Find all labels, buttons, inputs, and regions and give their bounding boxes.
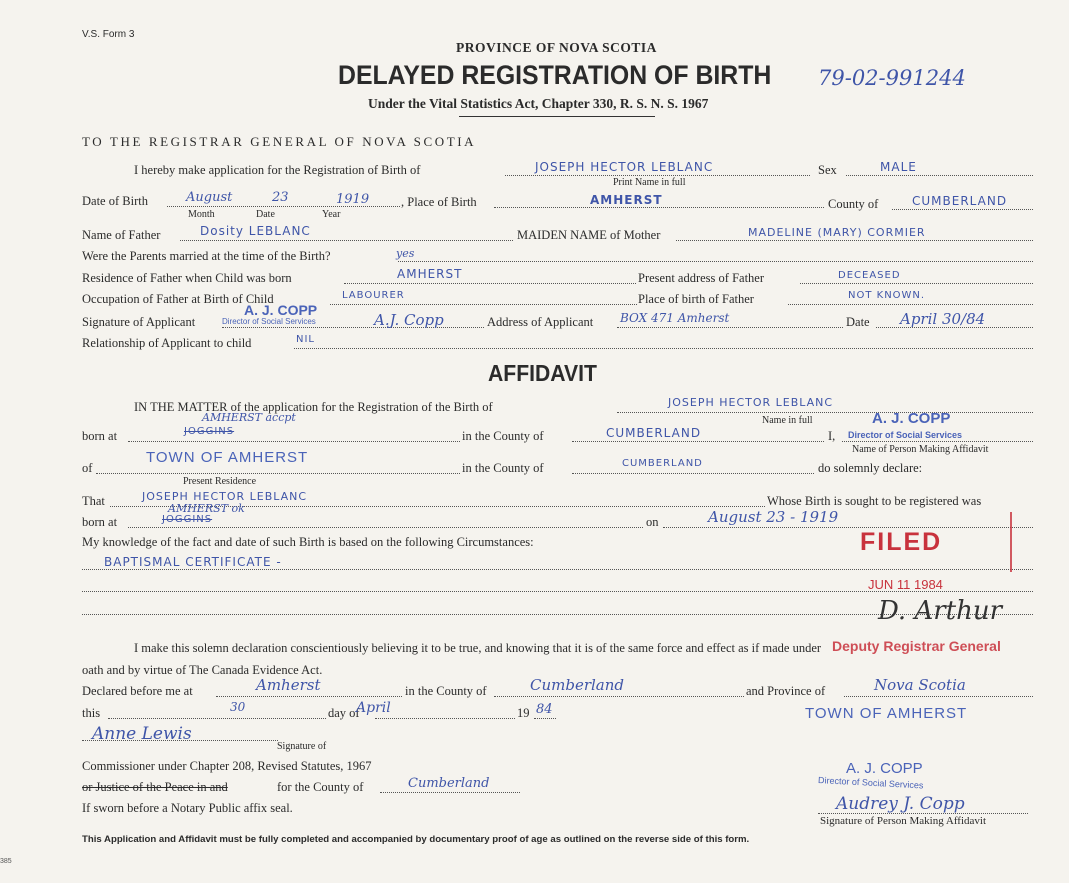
margin-number: 385 [0,858,12,865]
address-label: Address of Applicant [487,315,594,329]
circumstance-line-1 [82,569,1033,570]
father-label: Name of Father [82,228,161,242]
married-line [398,261,1033,262]
married-value: yes [396,247,415,260]
occupation-value: LABOURER [342,290,405,301]
town-stamp: TOWN OF AMHERST [805,705,968,722]
year-hint: Year [322,209,341,220]
date-value: April 30/84 [900,310,986,328]
address-line [617,327,843,328]
born-at-label: born at [82,429,118,443]
county-value-2: CUMBERLAND [606,426,702,440]
married-label: Were the Parents married at the time of the Birth? [82,249,331,263]
pobf-label: Place of birth of Father [638,292,754,306]
born-at-line [128,441,460,442]
applicant-stamp-title: Director of Social Services [222,317,316,326]
applicant-stamp-name: A. J. COPP [244,302,318,318]
province-heading: PROVINCE OF NOVA SCOTIA [456,40,657,55]
county-label-3: in the County of [462,461,544,475]
born-at-label-2: born at [82,515,118,529]
year-prefix: 19 [517,706,530,720]
on-date: August 23 - 1919 [708,508,839,526]
notary-label: If sworn before a Notary Public affix seal. [82,801,293,815]
born-at-line-2 [128,527,643,528]
born-at-correction: AMHERST accpt [202,411,296,424]
present-label: Present address of Father [638,271,765,285]
county-value-3: CUMBERLAND [622,458,703,469]
whose-label: Whose Birth is sought to be registered was [767,494,982,508]
province-line [844,696,1033,697]
pob-label: , Place of Birth [401,195,477,209]
title-rule [459,116,655,117]
declared-day: 30 [230,700,246,714]
county-line [892,209,1033,210]
born-at-struck: JOGGINS [184,426,235,437]
father-line [180,240,513,241]
matter-label: IN THE MATTER of the application for the Registration of the Birth of [134,400,493,414]
signature-label: Signature of Applicant [82,315,196,329]
county-label-4: in the County of [405,684,487,698]
pobf-value: NOT KNOWN. [848,290,926,301]
bottom-stamp-title: Director of Social Services [817,775,924,791]
relationship-value: NIL [296,334,316,345]
mother-value: MADELINE (MARY) CORMIER [748,226,926,239]
of-label: of [82,461,93,475]
signature-of-label: Signature of [277,741,327,752]
year-line [534,718,556,719]
relationship-label: Relationship of Applicant to child [82,336,252,350]
footer-note: This Application and Affidavit must be fully completed and accompanied by documentary proof of age as outlined on the reverse side of this form. [82,834,750,845]
commissioner-signature: Anne Lewis [92,724,192,744]
affidavit-child-name: JOSEPH HECTOR LEBLANC [668,396,834,409]
dob-day: 23 [272,190,289,205]
bottom-signature: Audrey J. Copp [836,794,965,814]
province-label: and Province of [746,684,826,698]
form-number: V.S. Form 3 [82,29,135,40]
justice-struck: or Justice of the Peace in and [82,780,228,794]
bottom-sig-line [818,813,1028,814]
commissioner-label: Commissioner under Chapter 208, Revised Statutes, 1967 [82,759,372,773]
declared-year: 84 [536,702,553,717]
affiant-stamp-name: A. J. COPP [872,410,951,427]
present-value: DECEASED [838,270,901,281]
for-county-line [380,792,520,793]
filed-stamp-bar [1010,512,1012,572]
relationship-line [294,348,1033,349]
date-label: Date [846,315,870,329]
pobf-line [788,304,1033,305]
residence-line [344,283,636,284]
applicant-signature: A.J. Copp [374,311,444,329]
sex-label: Sex [818,163,837,177]
county-line-2 [572,441,824,442]
name-hint: Name in full [762,415,813,426]
declared-label: Declared before me at [82,684,193,698]
day-line [108,718,326,719]
residence-hint: Present Residence [183,476,257,487]
solemn-line-2: oath and by virtue of The Canada Evidence Act. [82,663,323,677]
mother-label: MAIDEN NAME of Mother [517,228,661,242]
child-name: JOSEPH HECTOR LEBLANC [535,160,714,174]
day-of-label: day of [328,706,360,720]
occupation-label: Occupation of Father at Birth of Child [82,292,274,306]
affiant-stamp-title: Director of Social Services [848,430,963,440]
born-at-struck-2: JOGGINS [162,514,213,525]
subtitle: Under the Vital Statistics Act, Chapter 330, R. S. N. S. 1967 [368,96,709,111]
registrar-line: TO THE REGISTRAR GENERAL OF NOVA SCOTIA [82,134,477,149]
i-label: I, [828,429,836,443]
circumstance-value: BAPTISMAL CERTIFICATE - [104,555,282,569]
that-name: JOSEPH HECTOR LEBLANC [142,490,308,503]
dob-month: August [186,190,233,205]
county-value: CUMBERLAND [912,194,1008,208]
on-label: on [646,515,659,529]
mother-line [676,240,1033,241]
dob-year: 1919 [336,192,370,207]
present-line [800,283,1033,284]
dob-label: Date of Birth [82,194,148,208]
page-title: DELAYED REGISTRATION OF BIRTH [338,60,772,90]
bottom-stamp-name: A. J. COPP [846,760,923,777]
affiant-residence: TOWN OF AMHERST [146,449,309,466]
this-label: this [82,706,101,720]
affiant-line [842,441,1033,442]
for-county-value: Cumberland [408,776,490,791]
county-label: County of [828,197,879,211]
that-label: That [82,494,105,508]
declare-label: do solemnly declare: [818,461,923,475]
declared-month: April [356,700,391,716]
month-line [375,718,515,719]
county-label-2: in the County of [462,429,544,443]
occupation-line [330,304,637,305]
residence-value: AMHERST [397,267,463,281]
bottom-sig-label: Signature of Person Making Affidavit [820,815,986,827]
county-line-3 [572,473,814,474]
commissioner-sig-line [82,740,278,741]
affiant-hint: Name of Person Making Affidavit [852,444,989,455]
knowledge-label: My knowledge of the fact and date of such Birth is based on the following Circumstances: [82,535,534,549]
filed-date: JUN 11 1984 [868,577,943,592]
month-hint: Month [188,209,215,220]
deputy-signature: D. Arthur [878,596,1003,626]
matter-line [617,412,1033,413]
date-hint: Date [256,209,275,220]
filed-stamp: FILED [860,528,943,556]
county-line-4 [494,696,744,697]
father-value: Dosity LEBLANC [200,224,311,238]
county-value-4: Cumberland [530,676,625,694]
solemn-line-1: I make this solemn declaration conscientiously believing it to be true, and knowing that it is of the same force and effect as if made under [134,641,822,655]
pob-line [494,207,824,208]
sex-line [846,175,1033,176]
born-at-correction-2: AMHERST ok [168,502,245,515]
residence-line-2 [96,473,460,474]
signature-line [222,327,484,328]
declared-at: Amherst [256,676,321,694]
declared-line [216,696,402,697]
address-value: BOX 471 Amherst [620,311,730,325]
print-hint: Print Name in full [613,177,686,188]
deputy-stamp: Deputy Registrar General [832,638,1001,654]
affidavit-heading: AFFIDAVIT [488,360,597,386]
for-county-label: for the County of [277,780,364,794]
sex-value: MALE [880,160,917,174]
intro-label: I hereby make application for the Registration of Birth of [134,163,421,177]
pob-value: AMHERST [590,193,663,207]
file-number: 79-02-991244 [818,66,966,90]
province-value: Nova Scotia [874,676,966,694]
on-line [663,527,1033,528]
residence-label: Residence of Father when Child was born [82,271,292,285]
name-line [505,175,810,176]
